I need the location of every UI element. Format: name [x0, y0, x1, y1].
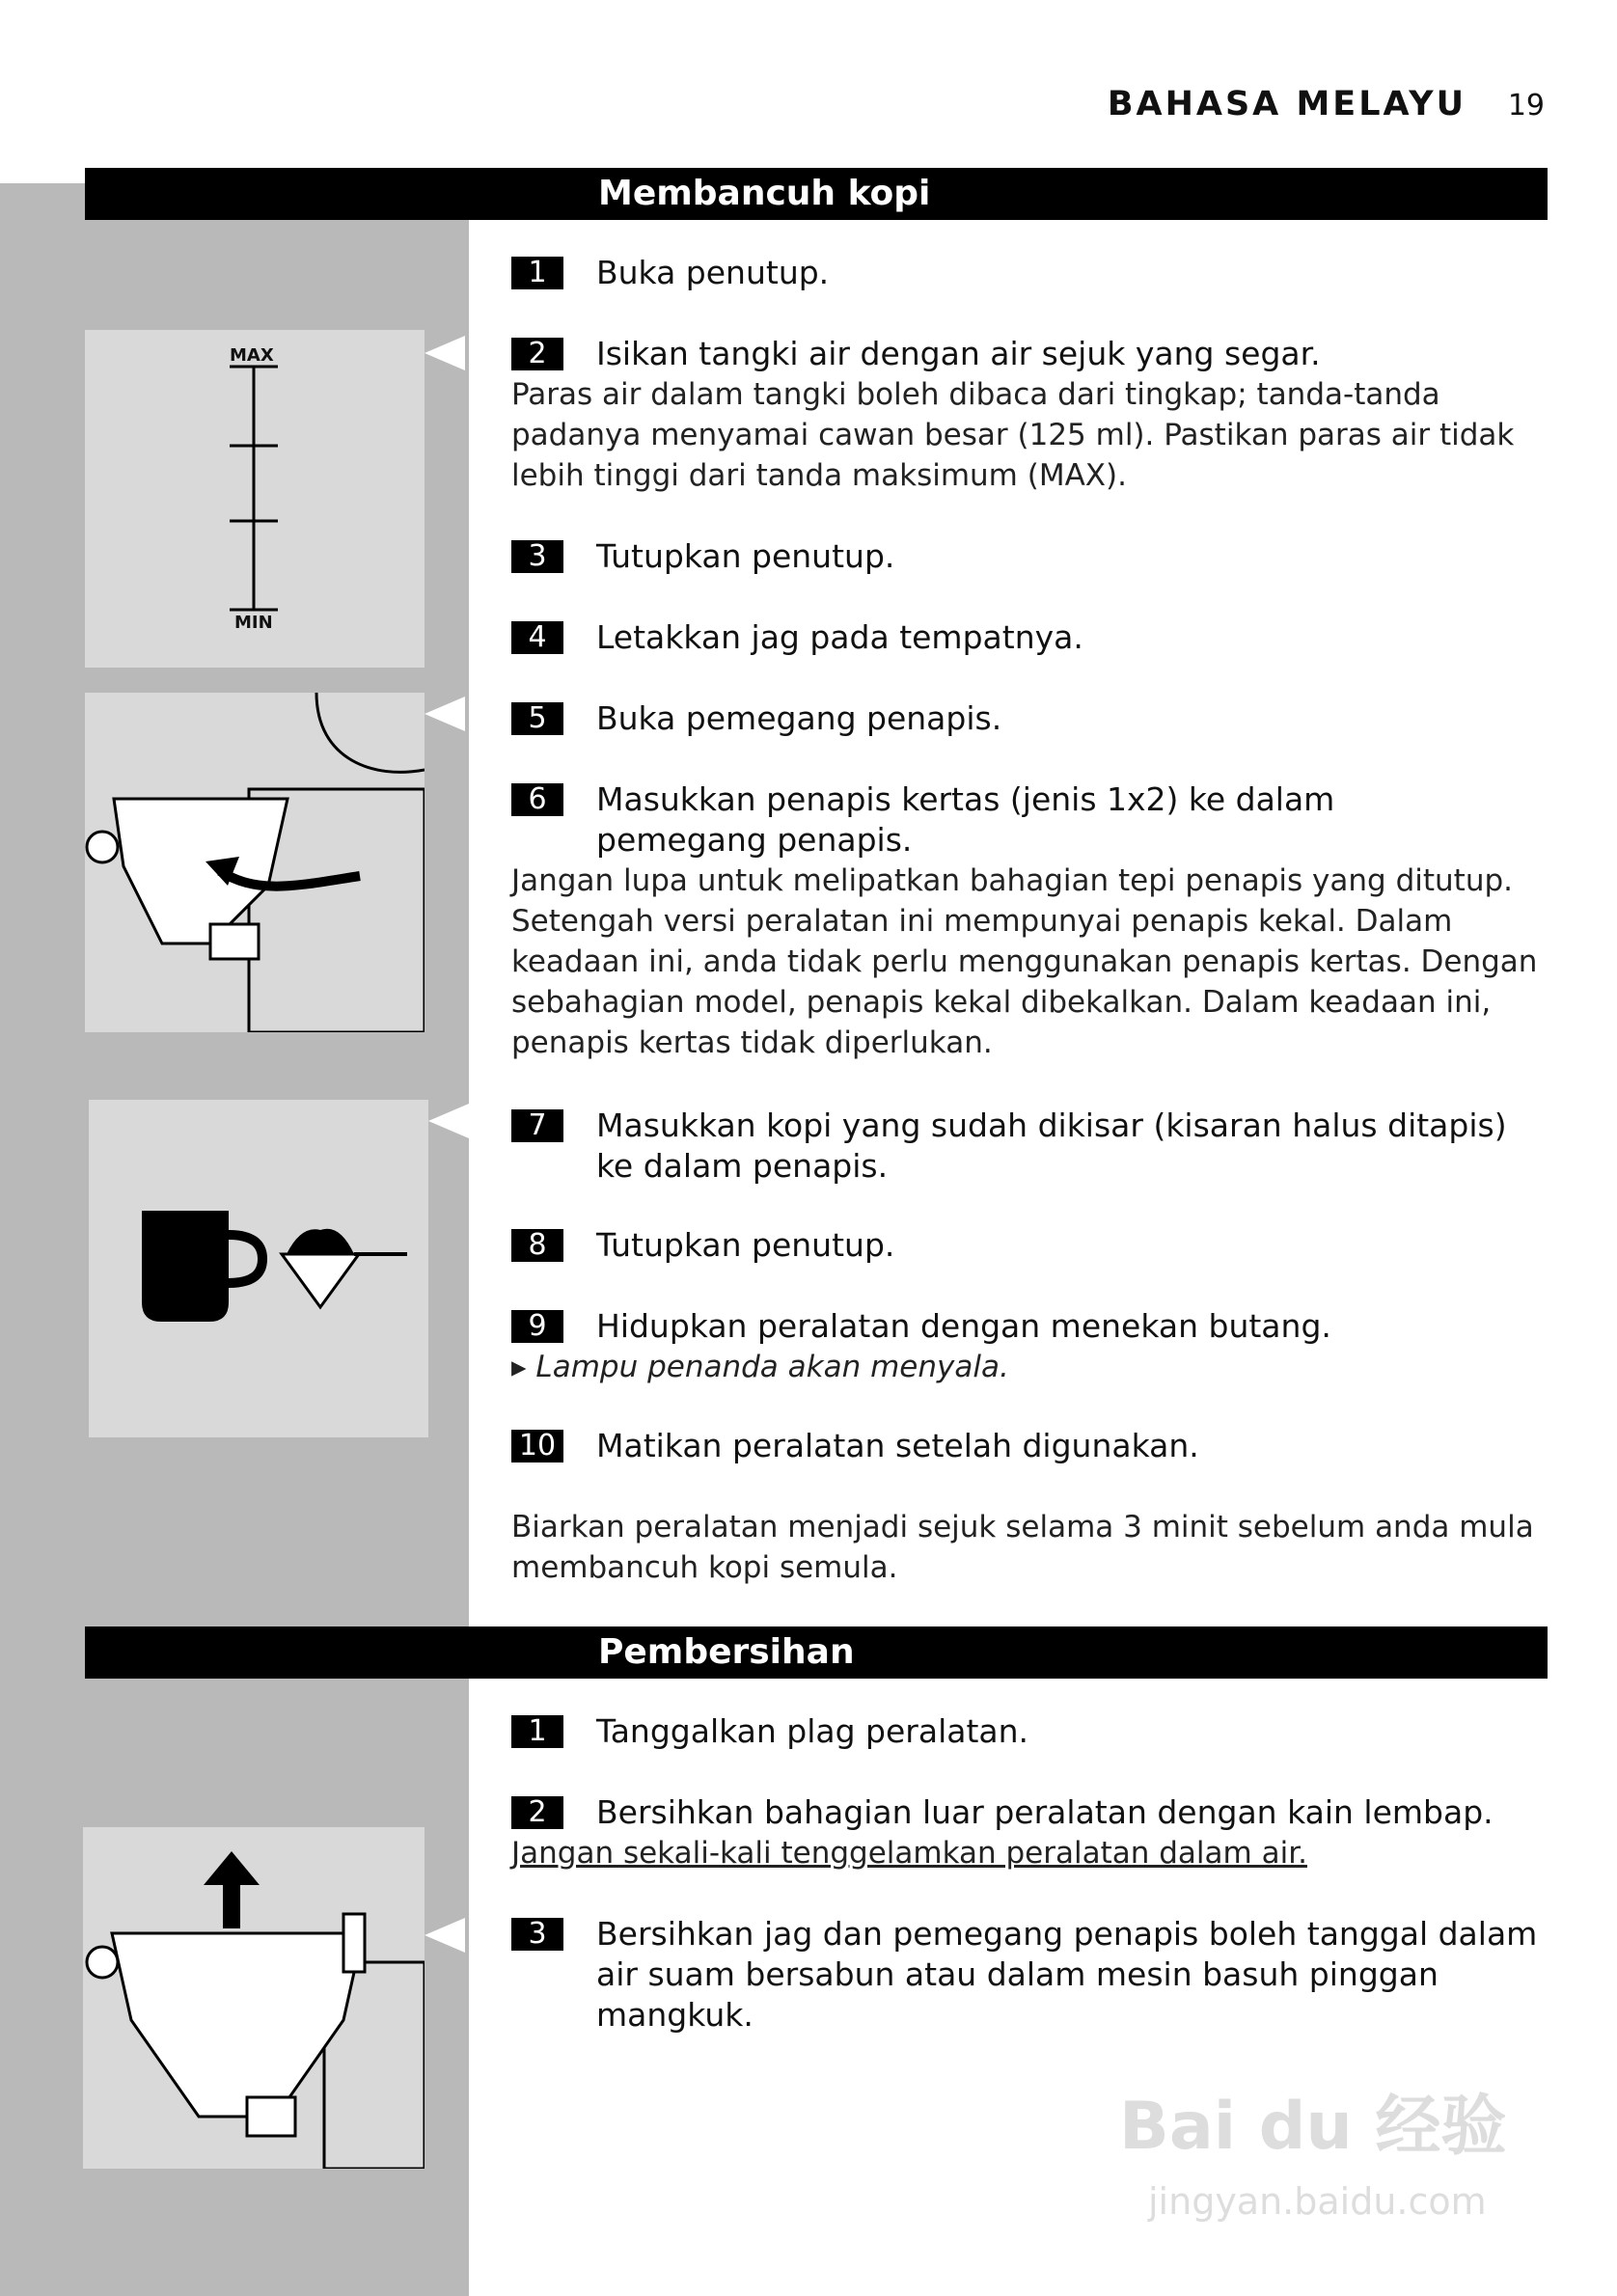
removable-filter-illustration [83, 1827, 425, 2169]
step-number: 8 [511, 1229, 563, 1262]
section-title: Membancuh kopi [598, 174, 931, 213]
brew-step [511, 1306, 1553, 1347]
step-text: Buka penutup. [596, 254, 830, 291]
figure-filter-holder [85, 693, 425, 1032]
step-text: Letakkan jag pada tempatnya. [596, 618, 1083, 656]
step-text: Hidupkan peralatan dengan menekan butang. [596, 1307, 1331, 1345]
brew-step [511, 779, 1476, 861]
section-bar-brewing [85, 168, 1548, 220]
step-text: Masukkan kopi yang sudah dikisar (kisaran halus ditapis) ke dalam penapis. [596, 1107, 1507, 1185]
brew-step [511, 334, 1553, 374]
figure-pointer [428, 1104, 469, 1138]
step-number: 1 [511, 1715, 563, 1748]
mug-scoop-illustration [89, 1100, 428, 1437]
brew-step [511, 253, 1553, 293]
step-number: 1 [511, 257, 563, 289]
step-note: Jangan lupa untuk melipatkan bahagian tepi penapis yang ditutup. Setengah versi peralatan ini mempunyai penapis kekal. Dalam keadaan ini, anda tidak perlu menggunakan penapis kertas. Dengan sebahagian model, penapis kekal dibekalkan. Dalam keadaan ini, penapis kertas tidak diperlukan. [511, 863, 1538, 1060]
step-number: 7 [511, 1109, 563, 1142]
step-result [511, 1347, 1553, 1387]
warning-note [511, 1833, 1553, 1873]
step-text: Isikan tangki air dengan air sejuk yang segar. [596, 335, 1321, 372]
cleaning-step [511, 1711, 1553, 1752]
brew-step [511, 617, 1553, 658]
step-number: 3 [511, 540, 563, 573]
step-text: Bersihkan jag dan pemegang penapis boleh tanggal dalam air suam bersabun atau dalam mesin basuh pinggan mangkuk. [596, 1915, 1538, 2034]
section-title: Pembersihan [598, 1632, 855, 1672]
cleaning-step [511, 1914, 1553, 2036]
step-number: 4 [511, 621, 563, 654]
step-text: Buka pemegang penapis. [596, 699, 1002, 737]
step-text: Tutupkan penutup. [596, 1226, 895, 1264]
brew-step [511, 1426, 1553, 1466]
figure-removable-filter [83, 1827, 425, 2169]
step-number: 10 [511, 1430, 563, 1462]
brew-step [511, 1106, 1515, 1187]
figure-pointer [425, 336, 465, 370]
gauge-max-label: MAX [230, 345, 274, 366]
figure-pointer [425, 697, 465, 731]
figure-mug-scoop [89, 1100, 428, 1437]
warning-text: Jangan sekali-kali tenggelamkan peralatan dalam air. [511, 1836, 1307, 1871]
step-number: 5 [511, 702, 563, 735]
step-text: Tanggalkan plag peralatan. [596, 1712, 1029, 1750]
step-number: 3 [511, 1918, 563, 1951]
result-arrow-icon: ▸ [511, 1350, 536, 1384]
step-text: Matikan peralatan setelah digunakan. [596, 1427, 1199, 1464]
step-text: Masukkan penapis kertas (jenis 1x2) ke dalam pemegang penapis. [596, 780, 1335, 859]
figure-pointer [425, 1918, 465, 1953]
section-bar-cleaning [85, 1626, 1548, 1679]
result-text: Lampu penanda akan menyala. [535, 1350, 1009, 1384]
brew-step [511, 536, 1553, 577]
step-number: 9 [511, 1310, 563, 1343]
watermark-url: jingyan.baidu.com [1148, 2180, 1487, 2223]
step-text: Tutupkan penutup. [596, 537, 895, 575]
page-number: 19 [1507, 89, 1545, 123]
step-number: 2 [511, 338, 563, 370]
cleaning-step [511, 1792, 1553, 1833]
step-number: 6 [511, 783, 563, 816]
language-heading: BAHASA MELAYU [1107, 85, 1466, 123]
step-number: 2 [511, 1796, 563, 1829]
filter-holder-illustration [85, 693, 425, 1032]
watermark-brand: Bai du 经验 [1119, 2089, 1507, 2165]
step-note: Paras air dalam tangki boleh dibaca dari tingkap; tanda-tanda padanya menyamai cawan besar (125 ml). Pastikan paras air tidak lebih tinggi dari tanda maksimum (MAX). [511, 377, 1515, 493]
closing-note: Biarkan peralatan menjadi sejuk selama 3 minit sebelum anda mula membancuh kopi semula. [511, 1510, 1534, 1585]
step-text: Bersihkan bahagian luar peralatan dengan kain lembap. [596, 1793, 1494, 1831]
brew-step [511, 1225, 1553, 1266]
figure-water-gauge [85, 330, 425, 668]
gauge-min-label: MIN [234, 613, 273, 633]
brew-step [511, 698, 1553, 739]
